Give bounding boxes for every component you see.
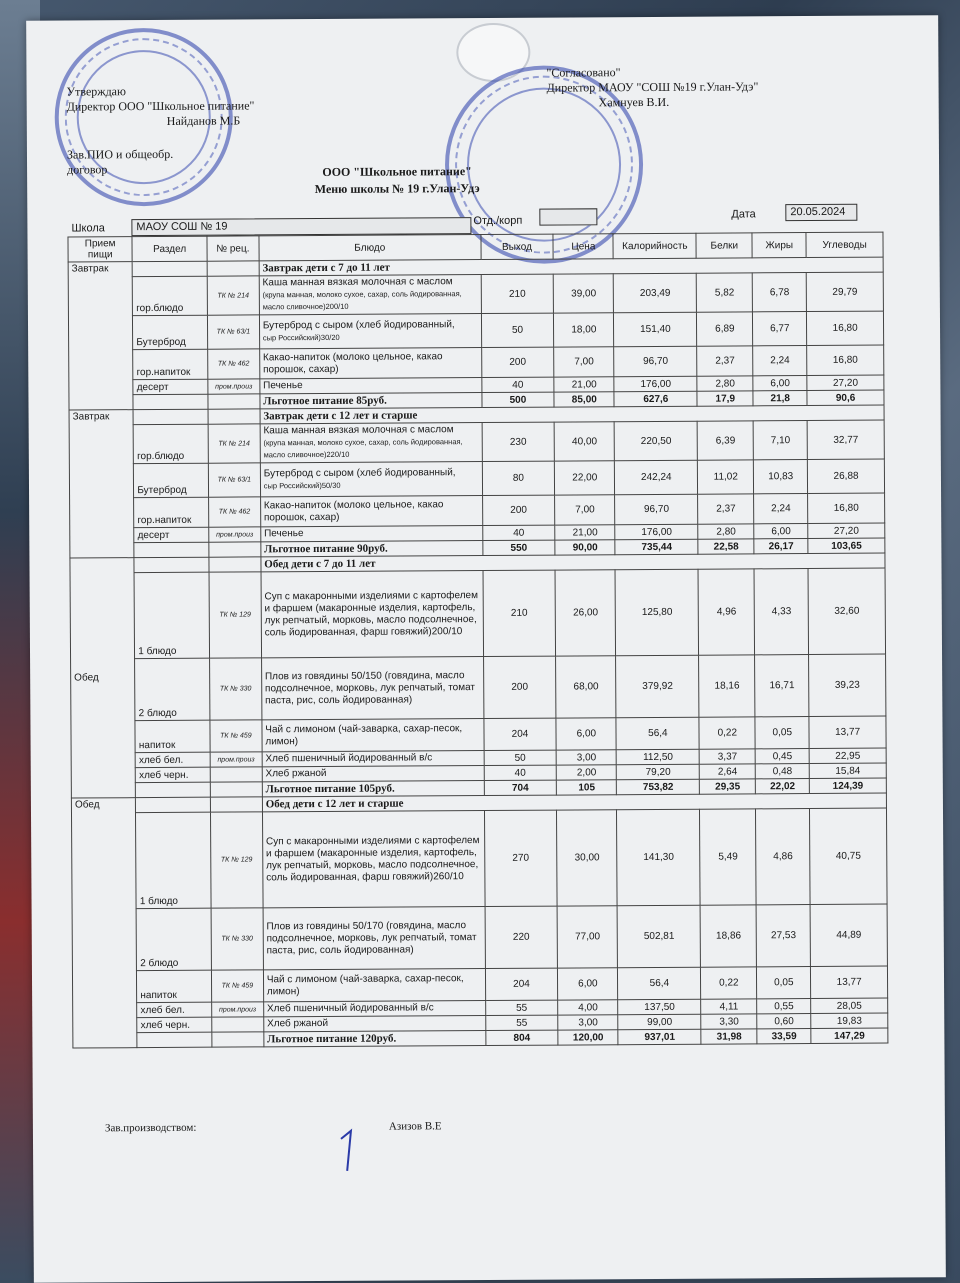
calories-cell: 79,20: [617, 764, 700, 780]
recipe-number: ТК № 462: [209, 497, 261, 527]
carbs-cell: 22,95: [809, 748, 886, 763]
protein-cell: 2,64: [700, 764, 756, 779]
section-title: Обед дети с 12 лет и старше: [262, 793, 886, 812]
protein-cell: 3,37: [699, 749, 755, 764]
section-cell: гор.блюдо: [133, 424, 208, 463]
total-label: Льготное питание 120руб.: [264, 1031, 486, 1047]
calories-cell: 151,40: [614, 312, 697, 347]
dish-cell: [264, 1016, 486, 1032]
fat-cell: 6,00: [753, 376, 807, 391]
agreed-director: Директор МАОУ "СОШ №19 г.Улан-Удэ": [546, 79, 759, 95]
total-zh: 22,02: [756, 779, 810, 794]
col-header: Жиры: [752, 233, 806, 258]
calories-cell: 56,4: [618, 967, 701, 1000]
dish-cell: [263, 1001, 485, 1017]
dish-name: Бутерброд с сыром (хлеб йодированный,: [263, 466, 456, 479]
footer-name: Азизов В.Е: [388, 1120, 442, 1133]
total-cena: 90,00: [555, 540, 615, 555]
fat-cell: 0,45: [755, 749, 809, 764]
protein-cell: 2,37: [697, 346, 753, 376]
carbs-cell: 32,77: [807, 420, 884, 459]
empty-cell: [208, 394, 260, 409]
otd-label: Отд./корп: [473, 214, 523, 228]
doc-title: ООО "Школьное питание": [322, 164, 472, 179]
section-title: Завтрак дети с 12 лет и старше: [260, 405, 884, 424]
portion-cell: 40: [482, 525, 555, 540]
portion-cell: 50: [481, 313, 554, 347]
approve-zav: Зав.ПИО и общеобр.: [66, 146, 174, 162]
carbs-cell: 44,89: [810, 904, 887, 966]
recipe-number: ТК № 214: [207, 276, 259, 315]
dish-name: Печенье: [263, 380, 303, 392]
total-u: 124,39: [810, 778, 887, 793]
meal-cell: Обед: [71, 798, 137, 1048]
dish-name: Бутерброд с сыром (хлеб йодированный,: [262, 318, 455, 331]
protein-cell: 2,80: [697, 376, 753, 391]
calories-cell: 502,81: [617, 905, 700, 968]
fat-cell: 16,71: [755, 655, 809, 717]
total-kal: 937,01: [618, 1029, 701, 1045]
col-header: Цена: [553, 234, 613, 259]
section-title: Завтрак дети с 7 до 11 лет: [259, 257, 883, 276]
calories-cell: 96,70: [615, 494, 698, 525]
total-cena: 85,00: [554, 392, 614, 407]
price-cell: 39,00: [553, 274, 613, 313]
calories-cell: 176,00: [614, 376, 697, 392]
dish-name: Какао-напиток (молоко цельное, какао порошок, сахар): [262, 350, 443, 375]
col-header: № рец.: [207, 236, 259, 261]
total-u: 103,65: [808, 538, 885, 553]
dish-cell: [259, 348, 481, 379]
fat-cell: 6,00: [754, 524, 808, 539]
fat-cell: 10,83: [754, 460, 808, 494]
calories-cell: 176,00: [615, 524, 698, 540]
recipe-number: пром.произ: [208, 379, 260, 394]
protein-cell: 4,96: [698, 569, 755, 655]
total-b: 31,98: [701, 1029, 757, 1044]
price-cell: 21,00: [555, 525, 615, 540]
protein-cell: 4,11: [701, 999, 757, 1014]
empty-cell: [132, 261, 207, 276]
total-label: Льготное питание 90руб.: [261, 541, 483, 557]
dish-cell: [261, 526, 483, 542]
dish-name: Плов из говядины 50/170 (говядина, масло подсолнечное, морковь, лук репчатый, томат паста, рис, соль йодированная): [266, 919, 477, 956]
col-header: Белки: [696, 233, 752, 258]
total-u: 90,6: [807, 390, 884, 405]
section-cell: 2 блюдо: [136, 908, 211, 970]
price-cell: 77,00: [557, 906, 618, 968]
dish-name: Печенье: [264, 528, 304, 540]
total-vyhod: 500: [482, 392, 555, 407]
carbs-cell: 19,83: [811, 1013, 888, 1028]
portion-cell: 210: [481, 274, 554, 313]
price-cell: 4,00: [558, 1000, 618, 1015]
table-row: [71, 654, 886, 721]
total-kal: 753,82: [617, 779, 700, 795]
recipe-number: [210, 767, 262, 782]
agreed-name: Хамнуев В.И.: [598, 94, 670, 110]
protein-cell: 6,89: [697, 312, 753, 346]
dish-name: Хлеб пшеничный йодированный в/с: [265, 752, 433, 765]
calories-cell: 56,4: [616, 717, 699, 750]
dish-name: Хлеб ржаной: [267, 1017, 329, 1030]
school-label: Школа: [71, 222, 105, 235]
meal-cell: Завтрак: [69, 410, 134, 558]
portion-cell: 50: [484, 750, 557, 765]
carbs-cell: 32,60: [808, 568, 885, 654]
empty-cell: [136, 797, 211, 812]
recipe-number: пром.произ: [209, 527, 261, 542]
dish-name: Каша манная вязкая молочная с маслом: [263, 424, 454, 437]
dish-cell: [260, 423, 482, 463]
carbs-cell: 13,77: [811, 966, 888, 998]
table-row: [71, 808, 887, 909]
total-vyhod: 704: [484, 780, 557, 795]
price-cell: 7,00: [554, 347, 614, 377]
section-cell: 1 блюдо: [136, 812, 211, 908]
price-cell: 6,00: [558, 968, 618, 1000]
empty-cell: [134, 557, 209, 572]
total-kal: 627,6: [614, 391, 697, 407]
total-vyhod: 550: [483, 540, 556, 555]
protein-cell: 5,49: [700, 809, 757, 905]
total-vyhod: 804: [486, 1030, 559, 1045]
empty-cell: [210, 782, 262, 797]
carbs-cell: 29,79: [806, 272, 883, 311]
agreed-word: "Согласовано": [546, 65, 621, 80]
col-header: Выход: [481, 234, 554, 259]
recipe-number: ТК № 330: [209, 658, 261, 720]
handwritten-signature: [333, 1125, 363, 1175]
dish-name: Суп с макаронными изделиями с картофелем и фаршем (макаронные изделия, картофель, лук репчатый, морковь, масло подсолнечное, соль йодированная, фарш говяжий)260/10: [265, 834, 480, 883]
protein-cell: 0,22: [699, 717, 755, 749]
portion-cell: 40: [482, 377, 555, 392]
calories-cell: 99,00: [618, 1014, 701, 1030]
section-cell: хлеб черн.: [135, 767, 210, 782]
total-u: 147,29: [811, 1028, 888, 1043]
protein-cell: 3,30: [701, 1014, 757, 1029]
portion-cell: 200: [482, 495, 555, 525]
portion-cell: 270: [484, 810, 557, 906]
table-row: [69, 420, 884, 464]
fat-cell: 0,55: [757, 999, 811, 1014]
recipe-number: ТК № 129: [210, 812, 262, 908]
table-row: [69, 459, 884, 498]
menu-sheet: [26, 15, 946, 1283]
section-cell: гор.напиток: [133, 349, 208, 379]
section-cell: Бутерброд: [133, 315, 208, 349]
approve-name: Найданов М.Б: [166, 113, 241, 128]
dish-composition: сыр Российский)50/30: [263, 480, 341, 490]
recipe-number: [212, 1017, 264, 1032]
protein-cell: 11,02: [698, 460, 754, 494]
empty-cell: [137, 1032, 212, 1047]
protein-cell: 18,16: [699, 655, 755, 717]
price-cell: 6,00: [556, 718, 616, 750]
approve-director: Директор ООО "Школьное питание": [66, 98, 255, 114]
price-cell: 3,00: [558, 1015, 618, 1030]
total-cena: 105: [557, 780, 617, 795]
carbs-cell: 16,80: [808, 493, 885, 523]
dish-name: Хлеб пшеничный йодированный в/с: [266, 1002, 434, 1015]
table-row: [68, 311, 883, 350]
dish-name: Какао-напиток (молоко цельное, какао порошок, сахар): [263, 498, 444, 523]
fat-cell: 6,78: [753, 273, 807, 312]
recipe-number: пром.произ: [212, 1002, 264, 1017]
total-zh: 26,17: [754, 539, 808, 554]
fat-cell: 4,33: [754, 569, 808, 655]
dish-cell: [260, 462, 482, 497]
price-cell: 30,00: [557, 810, 618, 906]
footer-role: Зав.производством:: [104, 1121, 197, 1135]
dish-cell: [259, 275, 481, 315]
calories-cell: 125,80: [615, 569, 698, 656]
recipe-number: ТК № 459: [210, 720, 262, 752]
protein-cell: 18,86: [700, 905, 756, 967]
price-cell: 21,00: [554, 377, 614, 392]
portion-cell: 80: [482, 461, 555, 495]
fat-cell: 0,60: [757, 1014, 811, 1029]
approve-word: Утверждаю: [66, 84, 126, 99]
table-row: [72, 966, 887, 1003]
empty-cell: [133, 394, 208, 409]
portion-cell: 55: [485, 1000, 558, 1015]
section-cell: Бутерброд: [134, 463, 209, 497]
section-cell: гор.напиток: [134, 497, 209, 527]
table-row: [69, 345, 884, 380]
protein-cell: 2,37: [698, 494, 754, 524]
price-cell: 68,00: [556, 656, 617, 718]
carbs-cell: 28,05: [811, 998, 888, 1013]
dish-cell: [260, 496, 482, 527]
dish-cell: [260, 378, 482, 394]
dish-composition: (крупа манная, молоко сухое, сахар, соль йодированная, масло сливочное)200/10: [262, 289, 462, 312]
doc-subtitle: Меню школы № 19 г.Улан-Удэ: [314, 181, 480, 197]
empty-cell: [133, 409, 208, 424]
approve-block: [67, 83, 255, 177]
portion-cell: 200: [481, 347, 554, 377]
fat-cell: 0,48: [756, 764, 810, 779]
dish-name: Хлеб ржаной: [265, 767, 327, 780]
price-cell: 7,00: [555, 495, 615, 525]
dish-cell: [262, 751, 484, 767]
meal-cell: Обед: [70, 558, 136, 798]
calories-cell: 137,50: [618, 999, 701, 1015]
table-row: [71, 716, 886, 753]
col-header: Калорийность: [613, 233, 696, 259]
calories-cell: 203,49: [614, 273, 697, 313]
total-kal: 735,44: [615, 539, 698, 555]
carbs-cell: 39,23: [809, 654, 886, 716]
carbs-cell: 26,88: [808, 459, 885, 493]
calories-cell: 379,92: [616, 655, 699, 718]
table-row: [68, 272, 883, 316]
portion-cell: 230: [482, 422, 555, 461]
carbs-cell: 13,77: [809, 716, 886, 748]
fat-cell: 4,86: [756, 809, 810, 905]
col-header: Углеводы: [806, 232, 883, 257]
fat-cell: 2,24: [753, 346, 807, 376]
table-row: [72, 904, 887, 971]
protein-cell: 5,82: [697, 273, 753, 312]
school-value: МАОУ СОШ № 19: [131, 217, 471, 236]
calories-cell: 220,50: [614, 421, 697, 461]
dish-cell: [262, 719, 484, 752]
empty-cell: [207, 261, 259, 276]
price-cell: 26,00: [555, 570, 616, 656]
total-zh: 21,8: [753, 391, 807, 406]
portion-cell: 200: [483, 656, 556, 718]
dish-name: Чай с лимоном (чай-заварка, сахар-песок, лимон): [266, 972, 464, 997]
empty-cell: [209, 557, 261, 572]
col-header: Раздел: [132, 236, 207, 261]
fat-cell: 2,24: [754, 494, 808, 524]
recipe-number: ТК № 214: [208, 424, 260, 463]
fat-cell: 27,53: [756, 905, 810, 967]
portion-cell: 40: [484, 765, 557, 780]
protein-cell: 6,39: [697, 421, 753, 460]
dish-composition: сыр Российский)30/20: [262, 332, 340, 342]
recipe-number: ТК № 330: [211, 908, 263, 970]
date-label: Дата: [731, 208, 756, 221]
dish-cell: [261, 571, 483, 658]
portion-cell: 204: [485, 968, 558, 1000]
section-cell: десерт: [134, 527, 209, 542]
total-label: Льготное питание 85руб.: [260, 393, 482, 409]
portion-cell: 210: [483, 570, 556, 656]
section-cell: хлеб черн.: [137, 1017, 212, 1032]
carbs-cell: 15,84: [809, 763, 886, 778]
date-value: 20.05.2024: [785, 204, 857, 221]
dish-name: Суп с макаронными изделиями с картофелем и фаршем (макаронные изделия, картофель, лук репчатый, морковь, масло подсолнечное, соль йодированная, фарш говяжий)200/10: [264, 589, 479, 638]
total-zh: 33,59: [757, 1029, 811, 1044]
price-cell: 18,00: [554, 313, 614, 347]
portion-cell: 220: [485, 906, 558, 968]
dish-name: Чай с лимоном (чай-заварка, сахар-песок, лимон): [265, 722, 463, 747]
recipe-number: ТК № 63/1: [208, 463, 260, 497]
fat-cell: 6,77: [753, 312, 807, 346]
menu-table: [67, 232, 888, 1049]
section-cell: напиток: [137, 970, 212, 1002]
carbs-cell: 16,80: [807, 345, 884, 375]
empty-cell: [136, 782, 211, 797]
col-header: Блюдо: [259, 235, 481, 261]
carbs-cell: 27,20: [808, 523, 885, 538]
total-b: 17,9: [697, 391, 753, 406]
dish-cell: [263, 969, 485, 1002]
price-cell: 40,00: [554, 422, 614, 461]
total-cena: 120,00: [558, 1030, 618, 1045]
dish-cell: [259, 314, 481, 349]
empty-cell: [134, 542, 209, 557]
otd-value: [539, 208, 597, 225]
fat-cell: 7,10: [753, 421, 807, 460]
agreed-block: [546, 64, 758, 110]
portion-cell: 204: [484, 718, 557, 750]
recipe-number: ТК № 63/1: [207, 315, 259, 349]
carbs-cell: 27,20: [807, 375, 884, 390]
table-row: [70, 493, 885, 528]
total-b: 22,58: [698, 539, 754, 554]
recipe-number: ТК № 459: [211, 970, 263, 1002]
calories-cell: 141,30: [617, 809, 701, 906]
portion-cell: 55: [485, 1015, 558, 1030]
section-cell: хлеб бел.: [135, 752, 210, 767]
section-cell: 1 блюдо: [134, 572, 209, 658]
fat-cell: 0,05: [755, 717, 809, 749]
approve-dogovor: договор: [67, 162, 108, 177]
section-title: Обед дети с 7 до 11 лет: [261, 553, 885, 572]
dish-name: Плов из говядины 50/150 (говядина, масло подсолнечное, морковь, лук репчатый, томат паста, рис, соль йодированная): [264, 669, 476, 706]
price-cell: 2,00: [556, 765, 616, 780]
col-header: Прием пищи: [68, 237, 132, 262]
meal-cell: Завтрак: [68, 262, 133, 410]
carbs-cell: 40,75: [810, 808, 887, 904]
total-label: Льготное питание 105руб.: [262, 781, 484, 797]
table-row: [70, 568, 886, 659]
section-cell: напиток: [135, 720, 210, 752]
empty-cell: [212, 1032, 264, 1047]
protein-cell: 2,80: [698, 524, 754, 539]
section-cell: хлеб бел.: [137, 1002, 212, 1017]
recipe-number: ТК № 129: [209, 572, 261, 658]
dish-name: Каша манная вязкая молочная с маслом: [262, 276, 453, 289]
recipe-number: ТК № 462: [208, 349, 260, 379]
calories-cell: 112,50: [616, 749, 699, 765]
dish-cell: [262, 811, 484, 908]
calories-cell: 242,24: [615, 460, 698, 495]
protein-cell: 0,22: [701, 967, 757, 999]
empty-cell: [209, 542, 261, 557]
fat-cell: 0,05: [757, 967, 811, 999]
dish-cell: [261, 657, 483, 720]
calories-cell: 96,70: [614, 346, 697, 377]
section-cell: 2 блюдо: [135, 658, 210, 720]
recipe-number: пром.произ: [210, 752, 262, 767]
total-b: 29,35: [700, 779, 756, 794]
price-cell: 22,00: [555, 461, 615, 495]
dish-cell: [262, 766, 484, 782]
dish-cell: [263, 907, 485, 970]
dish-composition: (крупа манная, молоко сухое, сахар, соль йодированная, масло сливочное)220/10: [263, 437, 463, 460]
price-cell: 3,00: [556, 750, 616, 765]
carbs-cell: 16,80: [807, 311, 884, 345]
section-cell: гор.блюдо: [133, 276, 208, 315]
empty-cell: [208, 409, 260, 424]
section-cell: десерт: [133, 379, 208, 394]
empty-cell: [210, 797, 262, 812]
